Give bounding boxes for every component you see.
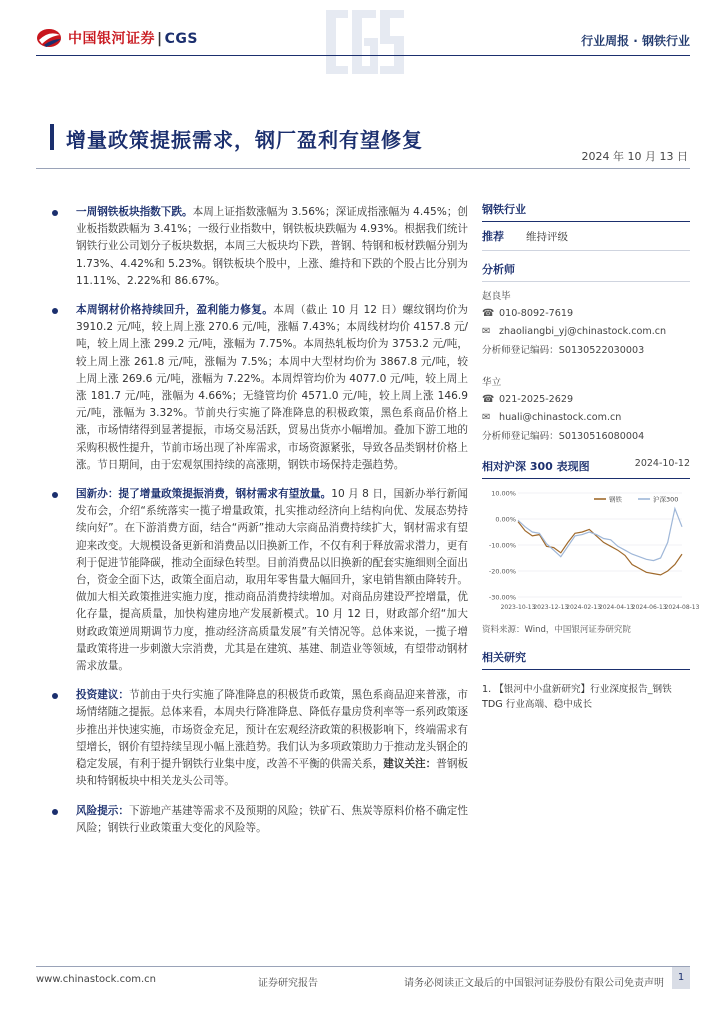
investment-advice-paragraph bbox=[52, 687, 468, 790]
report-title: 增量政策提振需求，钢厂盈利有望修复 bbox=[66, 128, 423, 152]
paragraph-lead: 投资建议： bbox=[76, 689, 129, 702]
phone-icon: ☎ bbox=[482, 307, 495, 319]
y-tick-label: -20.00% bbox=[488, 567, 516, 576]
report-header bbox=[0, 0, 724, 80]
bullet-icon bbox=[52, 308, 58, 314]
analyst-name: 赵良毕 bbox=[482, 291, 511, 302]
analyst-heading: 分析师 bbox=[482, 255, 690, 282]
footer-divider bbox=[36, 966, 690, 967]
related-research-item[interactable]: 1. 【银河中小盘新研究】行业深度报告_钢铁 TDG 行业高端、稳中成长 bbox=[482, 684, 672, 710]
series-line-csi300 bbox=[518, 509, 682, 561]
x-tick-label: 2023-12-13 bbox=[533, 604, 569, 611]
report-date: 2024 年 10 月 13 日 bbox=[581, 150, 688, 163]
analyst-cert: 分析师登记编码：S0130522030003 bbox=[482, 345, 645, 356]
email-icon: ✉ bbox=[482, 325, 491, 337]
footer-disclaimer: 请务必阅读正文最后的中国银河证券股份有限公司免责声明 bbox=[404, 978, 664, 989]
paragraph-lead: 风险提示： bbox=[76, 804, 129, 817]
paragraph-keyword: 建议关注： bbox=[383, 758, 437, 771]
rating-row bbox=[482, 222, 690, 251]
analyst-cert: 分析师登记编码：S0130516080004 bbox=[482, 431, 645, 442]
main-content bbox=[52, 204, 468, 849]
performance-chart-svg bbox=[482, 485, 700, 623]
sidebar bbox=[482, 195, 700, 712]
header-divider bbox=[36, 55, 690, 56]
cgs-watermark-icon bbox=[318, 6, 410, 78]
analyst-email[interactable]: ✉ huali@chinastock.com.cn bbox=[482, 411, 622, 423]
paragraph-lead: 本周钢材价格持续回升，盈利能力修复。 bbox=[76, 304, 274, 317]
paragraph-lead: 国新办：提了增量政策提振消费，钢材需求有望放量。 bbox=[76, 488, 332, 501]
footer-doc-type: 证券研究报告 bbox=[258, 978, 318, 989]
chart-source: 资料来源：Wind，中国银河证券研究院 bbox=[482, 625, 631, 635]
summary-paragraph bbox=[52, 302, 468, 474]
series-line-steel bbox=[518, 522, 682, 575]
page-number: 1 bbox=[672, 967, 690, 989]
x-tick-label: 2024-04-13 bbox=[598, 604, 634, 611]
rating-label: 推荐 bbox=[482, 230, 504, 243]
legend-label: 沪深300 bbox=[653, 495, 679, 504]
galaxy-logo-icon bbox=[36, 27, 62, 49]
analyst-phone: ☎ 010-8092-7619 bbox=[482, 307, 574, 319]
bullet-icon bbox=[52, 809, 58, 815]
paragraph-body: 本周上证指数涨幅为 3.56%；深证成指涨幅为 4.45%；创业板指数跌幅为 3.41%；一级行业指数中，钢铁板块跌幅为 4.93%。根据我们统计钢铁行业公司划分子板块数据，本周三大板块均下跌，普钢、特钢和板材跌幅分别为 1.73%、4.42%和 5.23%。钢铁板块个股中，上涨、維持和下跌的个股占比分别为 11.11%、2.22%和 86.67%。 bbox=[76, 206, 469, 287]
legend-label: 钢铁 bbox=[609, 495, 622, 504]
logo-text: 中国银河证券 | CGS bbox=[68, 31, 198, 47]
bullet-icon bbox=[52, 693, 58, 699]
bullet-icon bbox=[52, 492, 58, 498]
footer-website[interactable]: www.chinastock.com.cn bbox=[36, 974, 156, 985]
y-tick-label: 10.00% bbox=[491, 489, 516, 498]
summary-paragraph bbox=[52, 486, 468, 675]
analyst-email[interactable]: ✉ zhaoliangbi_yj@chinastock.com.cn bbox=[482, 325, 667, 337]
industry-name: 钢铁行业 bbox=[482, 195, 690, 222]
rating-value: 维持评级 bbox=[526, 230, 568, 243]
summary-paragraph bbox=[52, 204, 468, 290]
x-tick-label: 2024-06-13 bbox=[631, 604, 667, 611]
paragraph-tail: 普钢板块和特钢板块中相关龙头公司等。 bbox=[76, 758, 469, 788]
y-tick-label: -10.00% bbox=[488, 541, 516, 550]
phone-icon: ☎ bbox=[482, 393, 495, 405]
performance-title: 相对沪深 300 表现图 bbox=[482, 460, 590, 473]
performance-date: 2024-10-12 bbox=[634, 458, 690, 469]
x-tick-label: 2024-02-13 bbox=[566, 604, 602, 611]
report-type: 行业周报 · 钢铁行业 bbox=[581, 34, 690, 48]
title-divider bbox=[36, 168, 690, 169]
risk-paragraph bbox=[52, 803, 468, 837]
x-tick-label: 2023-10-13 bbox=[500, 604, 536, 611]
analyst-block bbox=[482, 282, 690, 444]
performance-heading bbox=[482, 458, 690, 479]
email-icon: ✉ bbox=[482, 411, 491, 423]
y-tick-label: -30.00% bbox=[488, 593, 516, 602]
analyst-phone: ☎ 021-2025-2629 bbox=[482, 393, 574, 405]
title-accent-bar bbox=[50, 124, 54, 150]
analyst-name: 华立 bbox=[482, 377, 502, 388]
paragraph-body: 下游地产基建等需求不及预期的风险；铁矿石、焦炭等原料价格不确定性风险；钢铁行业政策重大变化的风险等。 bbox=[76, 804, 469, 834]
paragraph-body: 10 月 8 日，国新办举行新闻发布会，介绍“系统落实一揽子增量政策，扎实推动经济向上结构向优、发展态势持续向好”。在下游消费方面，结合“两新”推动大宗商品消费持续扩大，钢材需求有望迎来改变。大规模设备更新和消费品以旧换新工作，不仅有利于释放需求潜力，更有利于促进节能降碳，推动全面绿色转型。目前消费品以旧换新的配套实施细则全面出台，资金全面下达，政策全面启动，取用年零售量大幅回升，家电销售额由降转升。做加大相关政策推进实施力度，推动商品消费持续增加。对商品房建设严控增量，优化存量，提高质量，加快构建房地产发展新模式。10 月 12 日，财政部介绍“加大财政政策逆周期调节力度，推动经济高质量发展”有关情况等。总体来说，一揽子增量政策将进一步刺激大宗消费，尤其是在建筑、基建、制造业等领域，有望带动钢材需求放量。 bbox=[76, 488, 469, 673]
bullet-icon bbox=[52, 210, 58, 216]
paragraph-body: 节前由于央行实施了降准降息的积极货币政策，黑色系商品迎来普涨，市场情绪随之提振。总体来看，本周央行降准降息、降低存量房贷利率等一系列政策逐步推出并快速实施，市场资金充足，预计在宏观经济政策的积极影响下，终端需求有望增长，钢价有望持续呈现小幅上涨趋势。我们认为多项政策助力于推动龙头钢企的稳定发展，有利于提升钢铁行业集中度，改善不平衡的供需关系， bbox=[76, 689, 469, 771]
paragraph-body: 本周（截止 10 月 12 日）螺纹钢均价为 3910.2 元/吨，较上周上涨 270.6 元/吨，涨幅 7.43%；本周线材均价 4157.8 元/吨，较上周上涨 299.2 元/吨，涨幅为 7.75%。本周热轧板均价为 3753.2 元/吨，较上周上涨 261.8 元/吨，涨幅为 7.5%；本周中大型材均价为 3867.8 元/吨，较上周上涨 269.6 元/吨，涨幅为 7.22%。本周焊管均价为 4077.0 元/吨，较上周上涨 181.7 元/吨，涨幅为 4.66%；无缝管均价 4571.0 元/吨，较上周上涨 146.9 元/吨，涨幅为 3.32%。节前央行实施了降准降息的积极政策，黑色系商品价格上涨，市场情绪得到显著提振，市场交易活跃，贸易出货亦小幅增加。叠加下游工地的采购积极性提升，节前市场出现了补库需求，市场资源紧张，导致各品类钢材价格上涨。节日期间，由于宏观氛围持续的高涨期，钢铁市场保持走强趋势。 bbox=[76, 304, 468, 471]
paragraph-lead: 一周钢铁板块指数下跌。 bbox=[76, 206, 193, 218]
x-tick-label: 2024-08-13 bbox=[664, 604, 700, 611]
company-logo bbox=[36, 26, 198, 50]
related-research-heading: 相关研究 bbox=[482, 649, 690, 670]
y-tick-label: 0.00% bbox=[495, 515, 516, 524]
performance-chart bbox=[482, 485, 700, 623]
